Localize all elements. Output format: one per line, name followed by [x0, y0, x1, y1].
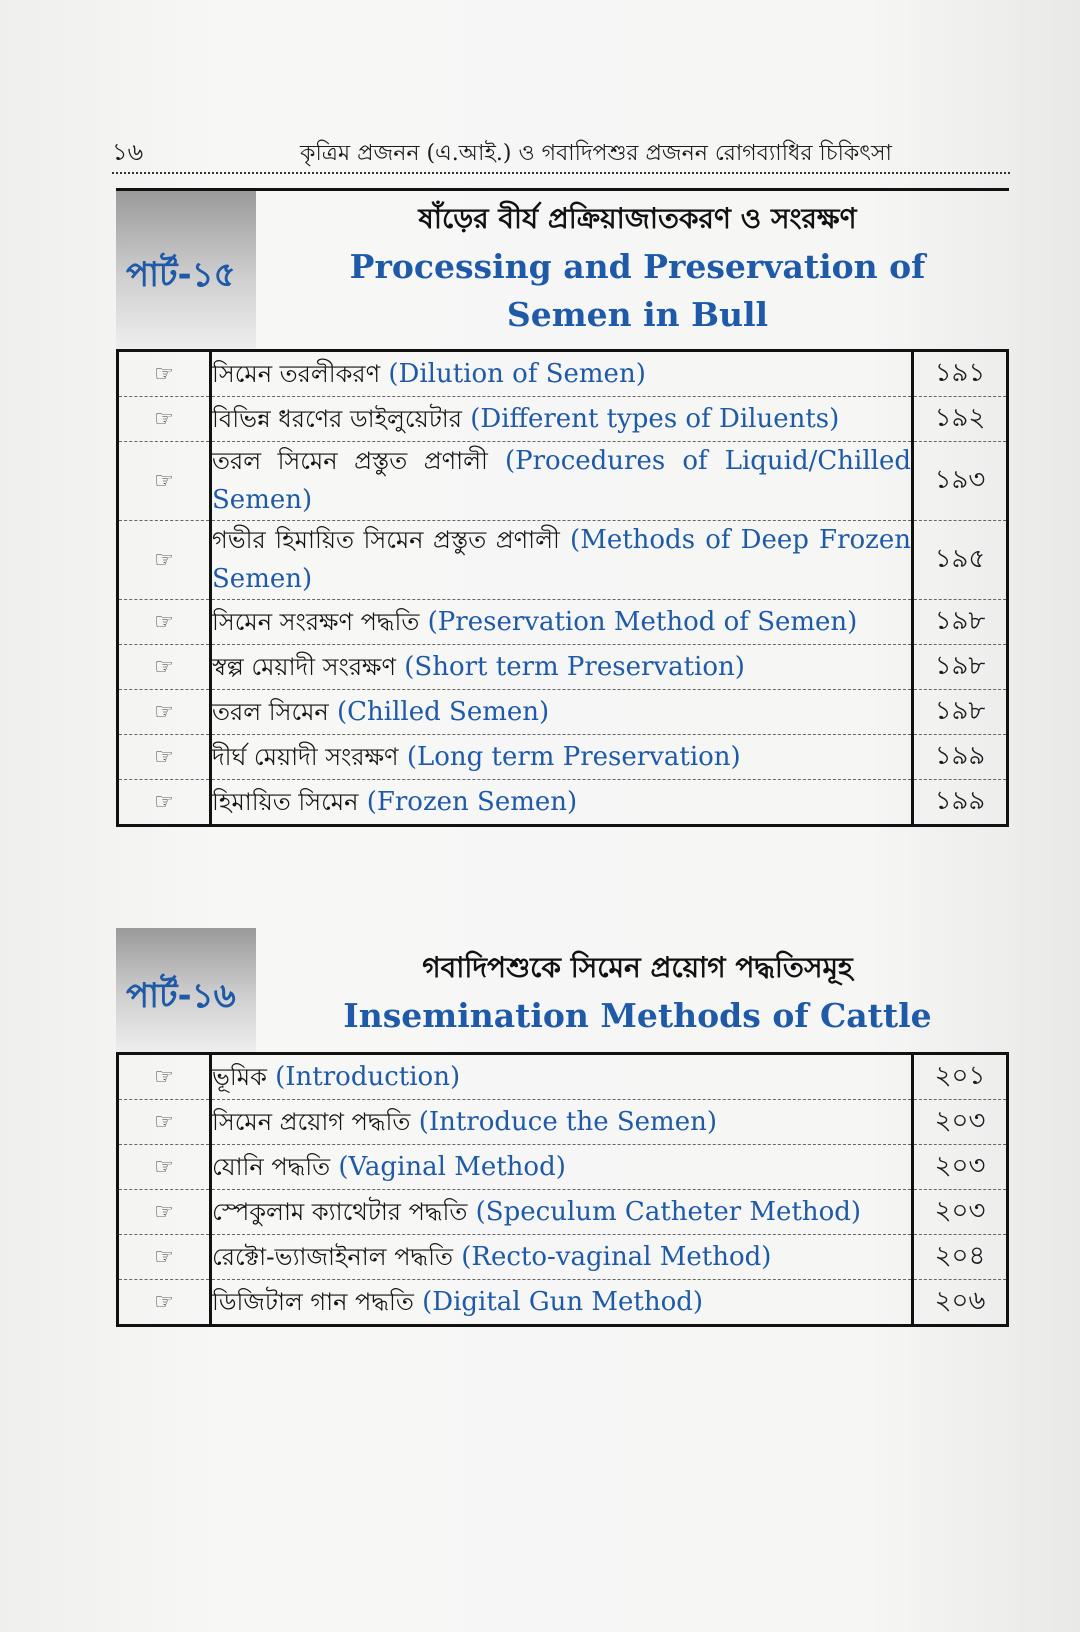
running-head — [112, 136, 1010, 174]
entry-title-en: (Methods of Deep Frozen Semen) — [212, 525, 911, 594]
pointing-hand-icon: ☞ — [154, 1289, 174, 1315]
pointing-hand-icon: ☞ — [154, 789, 174, 815]
page-number: ১৬ — [112, 138, 144, 166]
toc-entry — [211, 351, 913, 397]
toc-entry — [211, 1054, 913, 1100]
entry-page-number: ১৯৫ — [913, 521, 1008, 600]
part-15-title-en-line2: Semen in Bull — [506, 295, 769, 334]
entry-title-bn: তরল সিমেন — [212, 697, 329, 726]
entry-page-number: ২০১ — [913, 1054, 1008, 1100]
entry-page-number: ২০৬ — [913, 1280, 1008, 1326]
pointing-hand-icon: ☞ — [154, 744, 174, 770]
entry-title-en: (Digital Gun Method) — [422, 1286, 704, 1317]
toc-row — [118, 780, 1008, 826]
entry-title-bn: দীর্ঘ মেয়াদী সংরক্ষণ — [212, 742, 399, 771]
toc-row — [118, 1190, 1008, 1235]
toc-row — [118, 645, 1008, 690]
part-16-header — [116, 928, 1009, 1052]
entry-title-bn: সিমেন প্রয়োগ পদ্ধতি — [212, 1107, 411, 1136]
toc-entry — [211, 780, 913, 826]
toc-bullet-cell — [118, 780, 211, 826]
entry-title-bn: বিভিন্ন ধরণের ডাইলুয়েটার — [212, 404, 462, 433]
book-title: কৃত্রিম প্রজনন (এ.আই.) ও গবাদিপশুর প্রজনন রোগব্যাধির চিকিৎসা — [300, 140, 892, 166]
toc-row — [118, 735, 1008, 780]
pointing-hand-icon: ☞ — [154, 1064, 174, 1090]
toc-bullet-cell — [118, 521, 211, 600]
part-15-label: পার্ট-১৫ — [126, 255, 236, 295]
toc-entry — [211, 397, 913, 442]
toc-entry — [211, 645, 913, 690]
pointing-hand-icon: ☞ — [154, 1154, 174, 1180]
toc-entry — [211, 1100, 913, 1145]
part-16-title-bn: গবাদিপশুকে সিমেন প্রয়োগ পদ্ধতিসমূহ — [422, 951, 853, 984]
entry-title-en: (Short term Preservation) — [404, 651, 745, 682]
entry-title-bn: গভীর হিমায়িত সিমেন প্রস্তুত প্রণালী — [212, 526, 560, 554]
entry-page-number: ২০৩ — [913, 1190, 1008, 1235]
toc-bullet-cell — [118, 1145, 211, 1190]
entry-page-number: ২০৪ — [913, 1235, 1008, 1280]
pointing-hand-icon: ☞ — [154, 609, 174, 635]
toc-entry — [211, 1235, 913, 1280]
entry-title-bn: সিমেন সংরক্ষণ পদ্ধতি — [212, 607, 420, 636]
entry-title-en: (Procedures of Liquid/Chilled Semen) — [212, 446, 912, 515]
entry-title-bn: স্পেকুলাম ক্যাথেটার পদ্ধতি — [212, 1197, 468, 1226]
entry-title-en: (Recto-vaginal Method) — [461, 1241, 772, 1272]
toc-entry — [211, 442, 913, 521]
entry-title-en: (Long term Preservation) — [406, 741, 741, 772]
toc-bullet-cell — [118, 1190, 211, 1235]
toc-entry — [211, 735, 913, 780]
toc-bullet-cell — [118, 1280, 211, 1326]
entry-page-number: ২০৩ — [913, 1100, 1008, 1145]
pointing-hand-icon: ☞ — [154, 547, 174, 573]
toc-bullet-cell — [118, 645, 211, 690]
toc-row — [118, 351, 1008, 397]
entry-title-en: (Introduce the Semen) — [418, 1106, 717, 1137]
part-16-title-en: Insemination Methods of Cattle — [343, 996, 932, 1035]
toc-row — [118, 1280, 1008, 1326]
pointing-hand-icon: ☞ — [154, 1244, 174, 1270]
toc-row — [118, 600, 1008, 645]
toc-row — [118, 1235, 1008, 1280]
toc-bullet-cell — [118, 735, 211, 780]
toc-bullet-cell — [118, 1235, 211, 1280]
entry-title-bn: ডিজিটাল গান পদ্ধতি — [212, 1287, 414, 1316]
pointing-hand-icon: ☞ — [154, 361, 174, 387]
toc-bullet-cell — [118, 442, 211, 521]
toc-bullet-cell — [118, 351, 211, 397]
toc-row — [118, 690, 1008, 735]
pointing-hand-icon: ☞ — [154, 654, 174, 680]
entry-title-en: (Preservation Method of Semen) — [427, 606, 858, 637]
pointing-hand-icon: ☞ — [154, 406, 174, 432]
entry-title-bn: রেক্টো-ভ্যাজাইনাল পদ্ধতি — [212, 1242, 453, 1271]
toc-bullet-cell — [118, 1100, 211, 1145]
toc-entry — [211, 1190, 913, 1235]
toc-entry — [211, 521, 913, 600]
entry-title-en: (Vaginal Method) — [338, 1151, 566, 1182]
toc-bullet-cell — [118, 397, 211, 442]
entry-page-number: ১৯২ — [913, 397, 1008, 442]
entry-page-number: ১৯৮ — [913, 690, 1008, 735]
toc-row — [118, 1054, 1008, 1100]
pointing-hand-icon: ☞ — [154, 468, 174, 494]
toc-row — [118, 1100, 1008, 1145]
entry-title-en: (Introduction) — [275, 1061, 461, 1092]
toc-entry — [211, 690, 913, 735]
entry-title-en: (Frozen Semen) — [366, 786, 578, 817]
toc-bullet-cell — [118, 690, 211, 735]
toc-row — [118, 1145, 1008, 1190]
entry-page-number: ১৯১ — [913, 351, 1008, 397]
entry-page-number: ১৯৮ — [913, 645, 1008, 690]
toc-bullet-cell — [118, 600, 211, 645]
part-15-title-en-line1: Processing and Preservation of — [349, 247, 926, 286]
part-15-toc — [116, 349, 1009, 827]
toc-entry — [211, 1145, 913, 1190]
entry-page-number: ১৯৩ — [913, 442, 1008, 521]
entry-title-bn: হিমায়িত সিমেন — [212, 787, 359, 816]
toc-row — [118, 442, 1008, 521]
entry-page-number: ১৯৯ — [913, 735, 1008, 780]
toc-entry — [211, 600, 913, 645]
entry-title-en: (Speculum Catheter Method) — [475, 1196, 862, 1227]
part-15-title-bn: ষাঁড়ের বীর্য প্রক্রিয়াজাতকরণ ও সংরক্ষণ — [418, 202, 857, 235]
entry-page-number: ১৯৮ — [913, 600, 1008, 645]
entry-title-bn: তরল সিমেন প্রস্তুত প্রণালী — [212, 447, 488, 475]
entry-title-en: (Different types of Diluents) — [470, 403, 840, 434]
toc-row — [118, 397, 1008, 442]
entry-title-en: (Chilled Semen) — [337, 696, 550, 727]
entry-title-bn: যোনি পদ্ধতি — [212, 1152, 331, 1181]
pointing-hand-icon: ☞ — [154, 1109, 174, 1135]
entry-title-bn: সিমেন তরলীকরণ — [212, 359, 381, 388]
toc-bullet-cell — [118, 1054, 211, 1100]
entry-page-number: ১৯৯ — [913, 780, 1008, 826]
pointing-hand-icon: ☞ — [154, 1199, 174, 1225]
toc-entry — [211, 1280, 913, 1326]
entry-title-bn: ভূমিক — [212, 1062, 267, 1091]
pointing-hand-icon: ☞ — [154, 699, 174, 725]
part-16-label: পার্ট-১৬ — [126, 976, 236, 1016]
entry-page-number: ২০৩ — [913, 1145, 1008, 1190]
entry-title-bn: স্বল্প মেয়াদী সংরক্ষণ — [212, 652, 396, 681]
part-16-toc — [116, 1052, 1009, 1327]
entry-title-en: (Dilution of Semen) — [388, 358, 646, 389]
part-15-header — [116, 191, 1009, 349]
toc-row — [118, 521, 1008, 600]
